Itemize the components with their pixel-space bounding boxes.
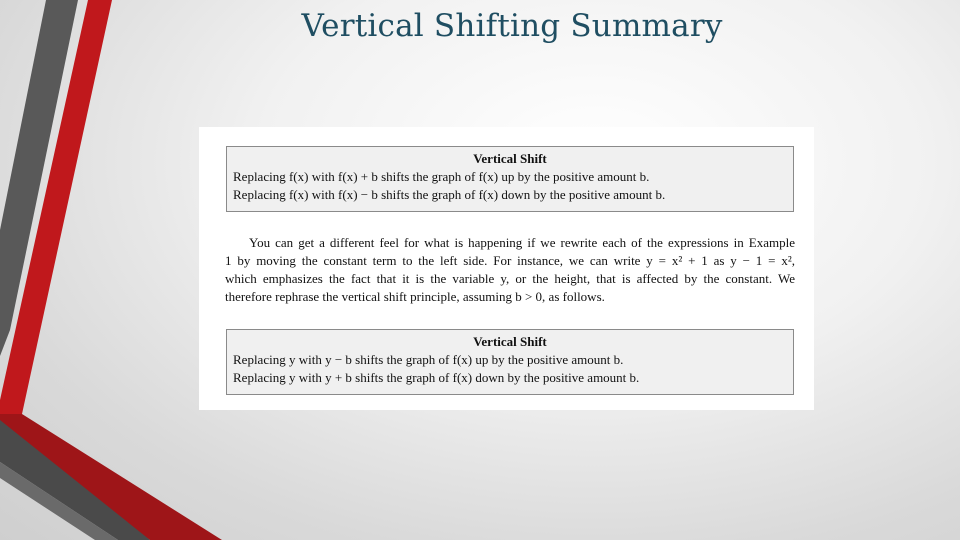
vertical-shift-box-2 — [226, 329, 794, 395]
explanation-paragraph — [225, 234, 795, 306]
box-line: Replacing f(x) with f(x) − b shifts the graph of f(x) down by the positive amount b. — [233, 187, 666, 202]
paragraph-line: therefore rephrase the vertical shift principle, assuming b > 0, as follows. — [225, 289, 605, 304]
paragraph-line: 1 by moving the constant term to the left side. For instance, we can write y = x² + 1 as y − 1 = x², — [225, 253, 795, 268]
slide-title: Vertical Shifting Summary — [301, 8, 723, 44]
box-line: Replacing y with y + b shifts the graph of f(x) down by the positive amount b. — [233, 370, 640, 385]
box-heading: Vertical Shift — [473, 334, 547, 349]
paragraph-line: You can get a different feel for what is happening if we rewrite each of the expressions in Example — [249, 235, 795, 250]
vertical-shift-box-1 — [226, 146, 794, 212]
box-heading: Vertical Shift — [473, 151, 547, 166]
box-line: Replacing y with y − b shifts the graph of f(x) up by the positive amount b. — [233, 352, 624, 367]
paragraph-line: which emphasizes the fact that it is the variable y, or the height, that is affected by the constant. We — [225, 271, 795, 286]
box-line: Replacing f(x) with f(x) + b shifts the graph of f(x) up by the positive amount b. — [233, 169, 650, 184]
textbook-excerpt-image — [199, 127, 814, 410]
